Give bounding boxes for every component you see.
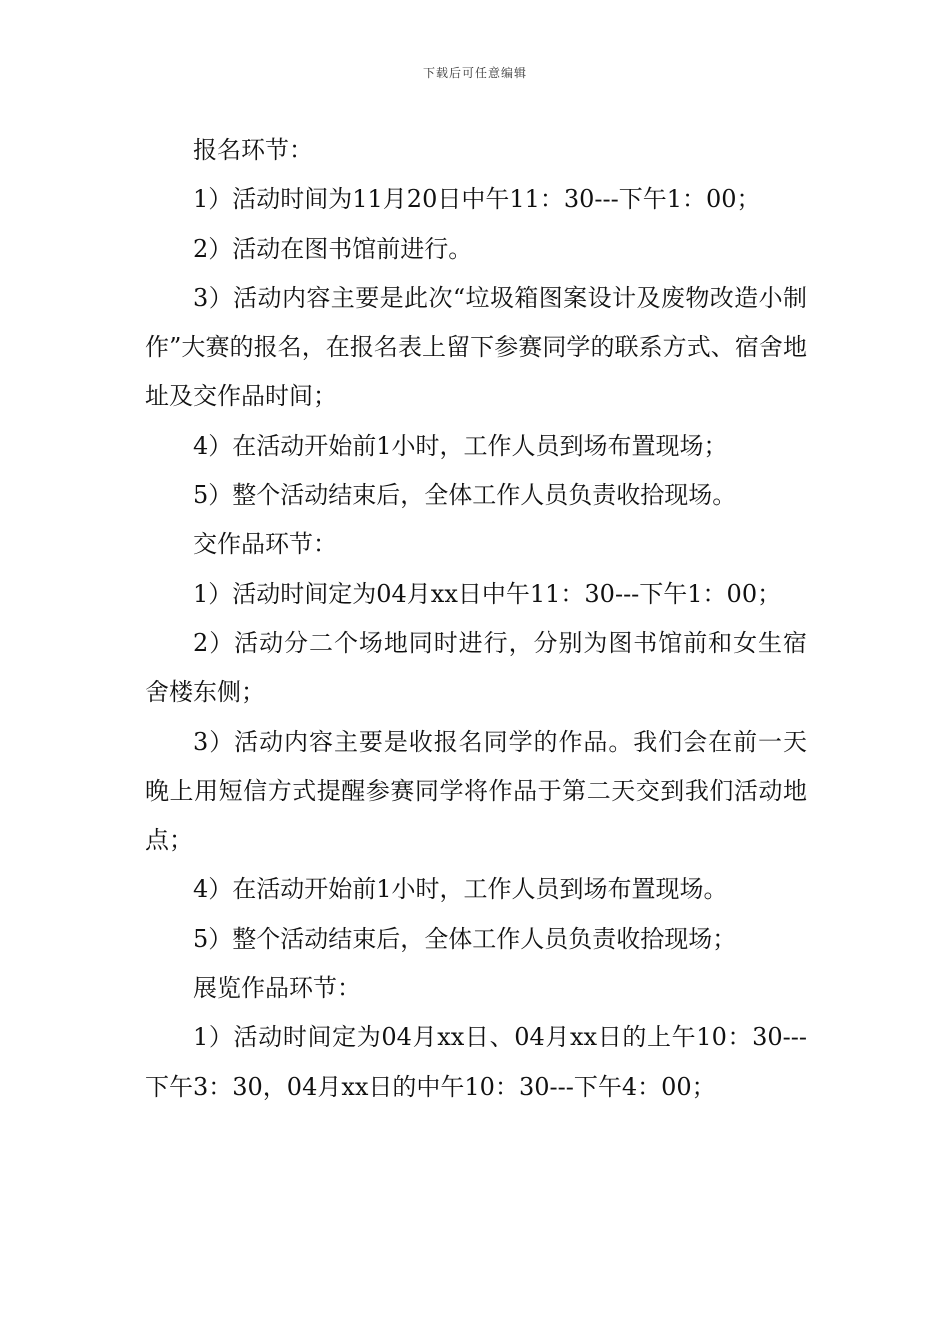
paragraph: 5）整个活动结束后，全体工作人员负责收拾现场。 (193, 481, 737, 510)
paragraph: 2）活动分二个场地同时进行，分别为图书馆前和女生宿舍楼东侧； (145, 628, 807, 707)
section-heading-exhibition: 展览作品环节： (193, 974, 361, 1003)
paragraph: 1）活动时间定为04月xx日、04月xx日的上午10：30---下午3：30，04月xx日的中午10：30---下午4：00； (145, 1023, 807, 1101)
section-heading-registration: 报名环节： (193, 136, 313, 164)
paragraph: 3）活动内容主要是收报名同学的作品。我们会在前一天晚上用短信方式提醒参赛同学将作品于第二天交到我们活动地点； (145, 727, 807, 855)
paragraph: 2）活动在图书馆前进行。 (193, 234, 473, 263)
paragraph: 4）在活动开始前1小时，工作人员到场布置现场； (193, 431, 728, 460)
page-header: 下载后可任意编辑 (422, 66, 527, 80)
paragraph: 4）在活动开始前1小时，工作人员到场布置现场。 (193, 875, 728, 904)
paragraph: 3）活动内容主要是此次“垃圾箱图案设计及废物改造小制作”大赛的报名，在报名表上留下参赛同学的联系方式、宿舍地址及交作品时间； (145, 283, 807, 411)
paragraph: 1）活动时间为11月20日中午11：30---下午1：00； (193, 185, 761, 214)
document-body (145, 126, 807, 1112)
paragraph: 5）整个活动结束后，全体工作人员负责收拾现场； (193, 924, 737, 953)
section-heading-submission: 交作品环节： (193, 530, 337, 559)
paragraph: 1）活动时间定为04月xx日中午11：30---下午1：00； (193, 579, 782, 608)
